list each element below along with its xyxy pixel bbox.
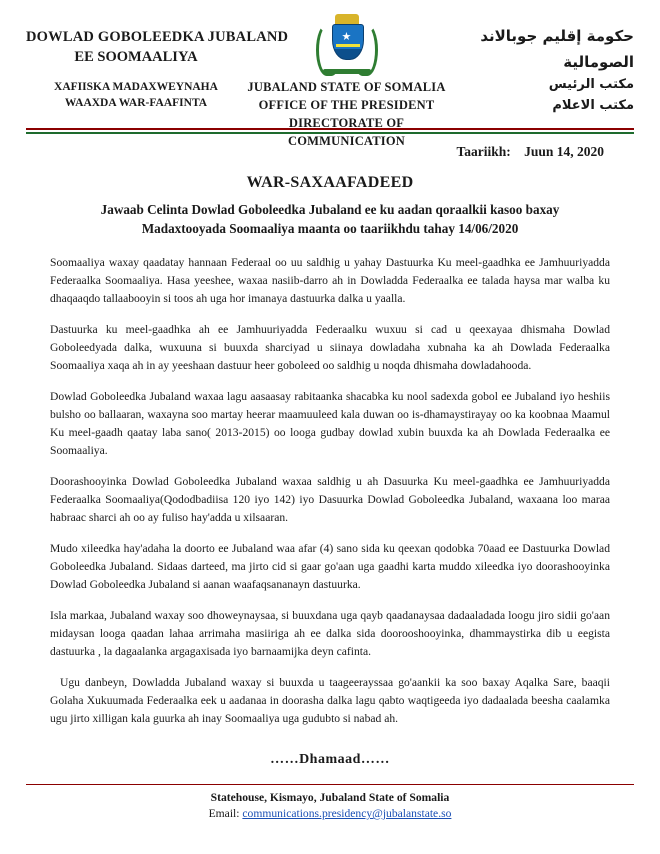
subtitle-line-2: Madaxtooyada Soomaaliya maanta oo taariikhdu tahay 14/06/2020 bbox=[141, 221, 519, 237]
body-paragraph: Soomaaliya waxay qaadatay hannaan Federaal oo uu saldhig u yahay Dastuurka Ku meel-gaadhka ee Jamhuuriyadda Federaalka Soomaaliya. Hasa yeeshee, waxaa nasiib-darro ah in Dowladda Federaalka ee talada haysa mar walba ku dhaqaaqdo tallaabooyin si toos ah uga hor imanaya dastuurka dalka u yaalla. bbox=[50, 256, 610, 306]
date-value: Juun 14, 2020 bbox=[524, 144, 604, 159]
org-name-line1: DOWLAD GOBOLEEDKA JUBALAND bbox=[26, 29, 289, 45]
org-name-english: JUBALAND STATE OF SOMALIA bbox=[247, 80, 446, 94]
letterhead-arabic-block bbox=[447, 14, 634, 117]
body-paragraph: Doorashooyinka Dowlad Goboleedka Jubaland waxaa saldhig u ah Dasuurka Ku meel-gaadhka ee Jamhuuriyadda Federaalka Soomaaliya(Qododbadiisa 120 iyo 142) iyo Dasuurka Dowlad Goboleedka Jubaland, waxaana loo maraa habraac sharci ah oo ay fuliso hay'adda u xilsaaran. bbox=[50, 474, 610, 524]
body-paragraph: Ugu danbeyn, Dowladda Jubaland waxay si buuxda u taageerayssaa go'aankii ka soo baxay Aqalka Sare, baaqii Golaha Xukuumada Federaalka eek u aadanaa in doorasha dalka lagu qabto waqtigeeda iyo dadaalada beesha caalamka ugu jirto xilligan kala guurka ah inay Soomaaliya uga gudubto si nabad ah. bbox=[50, 675, 610, 725]
office-name-arabic: مكتب الرئيس bbox=[548, 77, 634, 92]
department-name-english: DIRECTORATE OF COMMUNICATION bbox=[288, 116, 405, 149]
letterhead bbox=[26, 14, 634, 149]
document-body bbox=[50, 254, 610, 727]
document-footer bbox=[26, 784, 634, 820]
jubaland-state-emblem-icon: ★ bbox=[315, 14, 379, 76]
department-name-arabic: مكتب الاعلام bbox=[552, 97, 634, 113]
office-name-english: OFFICE OF THE PRESIDENT bbox=[258, 98, 435, 113]
closing-marker: ……Dhamaad…… bbox=[270, 751, 390, 767]
letterhead-center-block bbox=[246, 14, 447, 151]
footer-email-link[interactable]: communications.presidency@jubalanstate.so bbox=[242, 807, 452, 820]
footer-divider bbox=[26, 784, 634, 785]
body-paragraph: Dastuurka ku meel-gaadhka ah ee Jamhuuriyadda Federaalku wuxuu si cad u qeexayaa dhismaha Dowlad Goboleedyada dalka, wuxuuna si buuxda sharciyad u siinaya dowladaha xubnaha ka ah Dowlada Federaalka Soomaaliya xaqa ah in ay yeeshaan dastuur heer goboleed oo saldhig u noqda dhismaha dowladahooda. bbox=[50, 323, 610, 373]
footer-address: Statehouse, Kismayo, Jubaland State of Somalia bbox=[210, 791, 450, 804]
letterhead-somali-block bbox=[26, 14, 289, 111]
date-label: Taariikh: bbox=[456, 144, 511, 159]
footer-email-label: Email: bbox=[208, 807, 240, 820]
document-subtitle bbox=[44, 200, 616, 238]
org-name-line2: EE SOOMAALIYA bbox=[74, 48, 198, 65]
org-name-arabic: حكومة إقليم جوبالاند الصومالية bbox=[480, 27, 634, 71]
office-name-somali: XAFIISKA MADAXWEYNAHA bbox=[54, 81, 218, 94]
subtitle-line-1: Jawaab Celinta Dowlad Goboleedka Jubaland ee ku aadan qoraalkii kasoo baxay bbox=[100, 202, 560, 217]
department-name-somali: WAAXDA WAR-FAAFINTA bbox=[64, 97, 208, 110]
body-paragraph: Dowlad Goboleedka Jubaland waxaa lagu aasaasay rabitaanka shacabka ku nool sadexda gobol ee Jubaland iyo heshiis bulsho oo ballaaran, waxayna soo martay heerar maamuuleed kala duwan oo is-dhamaystirayay oo ka koobnaa Maamul Ku meel-gaadh qaatay laba sano( 2013-2015) oo looga gudbay dowlad xubin buuxda ka ah Dowlada Federaalka ee Soomaaliya. bbox=[50, 390, 610, 457]
body-paragraph: Isla markaa, Jubaland waxay soo dhoweynaysaa, si buuxdana uga qayb qaadanaysaa dadaaladada loogu jiro sidii go'aan midaysan looga qaadan lahaa arrimaha masiiriga ah ee dalka sida doorooshooyinka, dhammaystirka dib u eegista dastuurka , la dagaalanka argagaxisada iyo barnaamijka deyn cafinta. bbox=[50, 608, 610, 658]
body-paragraph: Mudo xileedka hay'adaha la doorto ee Jubaland waa afar (4) sano sida ku qeexan qodobka 70aad ee Dastuurka Dowlad Goboleedka Jubaland. Sidaas darteed, ma jirto cid si gaar go'aan uga gaadhi karta muddo xileedka iyo doorashooyinka Dowlad Goboleedka Jubaland si aanan waafaqsananayn dastuurka. bbox=[50, 541, 610, 591]
footer-email-row bbox=[26, 807, 634, 820]
document-title: WAR-SAXAAFADEED bbox=[246, 174, 414, 191]
